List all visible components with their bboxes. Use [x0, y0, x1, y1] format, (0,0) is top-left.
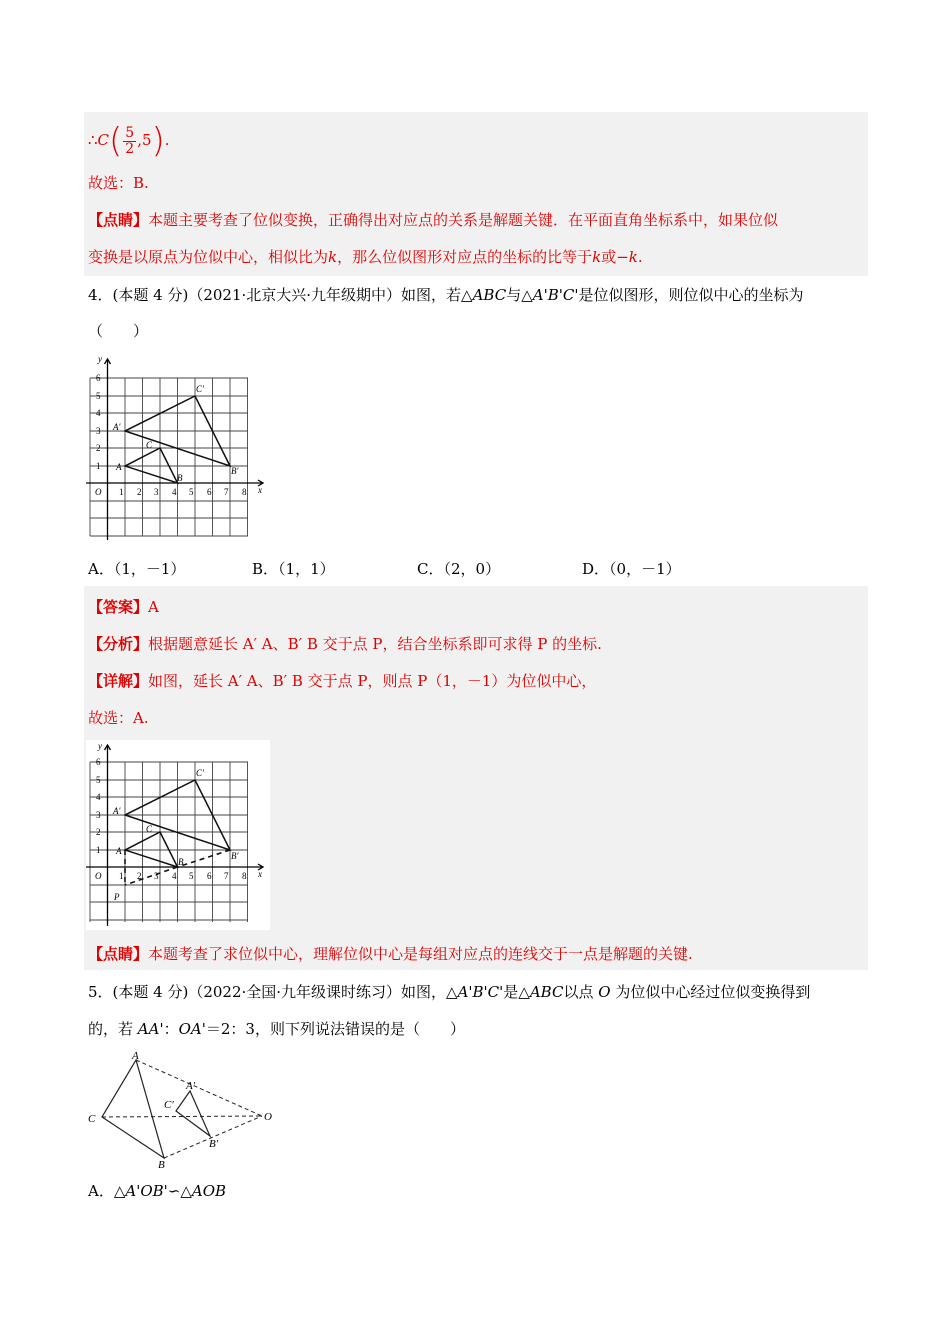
- q4-coordinate-grid-figure: [86, 352, 272, 542]
- x-tick: 3: [154, 871, 159, 881]
- y-tick: 1: [96, 845, 101, 855]
- q4-stem-line-2: （ ）: [88, 322, 149, 340]
- prev-choose-line: 故选：B.: [88, 174, 149, 192]
- x-tick: 4: [172, 871, 177, 881]
- q4-choose: 故选：A.: [88, 709, 149, 727]
- x-tick: 2: [137, 487, 142, 497]
- x-tick: 1: [119, 871, 124, 881]
- option-b[interactable]: B．（1，1）: [252, 560, 335, 578]
- y-tick: 6: [96, 373, 101, 383]
- fig-point-a: A: [132, 1050, 139, 1062]
- origin-label: O: [95, 871, 102, 881]
- x-tick: 4: [172, 487, 177, 497]
- x-axis-label: x: [258, 485, 262, 495]
- x-tick: 2: [137, 871, 142, 881]
- y-tick: 2: [96, 443, 101, 453]
- x-axis-label: x: [258, 869, 262, 879]
- option-d[interactable]: D．（0，－1）: [582, 560, 681, 578]
- x-tick: 6: [207, 871, 212, 881]
- point-c-prime: C′: [196, 768, 204, 778]
- fig-point-o: O: [264, 1111, 272, 1123]
- fig-point-c-prime: C′: [164, 1099, 174, 1111]
- point-p: P: [114, 892, 120, 902]
- q4-options: [88, 558, 828, 580]
- x-tick: 1: [119, 487, 124, 497]
- prev-comment-line-1: 【点睛】本题主要考查了位似变换，正确得出对应点的关系是解题关键．在平面直角坐标系中，如果位似: [88, 211, 779, 229]
- q5-stem-line-1: 5．(本题 4 分)（2022·全国·九年级课时练习）如图，△A'B'C'是△ABC以点 O 为位似中心经过位似变换得到: [88, 983, 811, 1001]
- x-tick: 8: [242, 871, 247, 881]
- q4-detail: 【详解】如图，延长 A′ A、B′ B 交于点 P，则点 P（1，－1）为位似中心，: [88, 672, 597, 690]
- y-tick: 6: [96, 757, 101, 767]
- prev-comment-line-2: 变换是以原点为位似中心，相似比为k，那么位似图形对应点的坐标的比等于k或−k.: [88, 248, 643, 266]
- point-b: B: [177, 473, 183, 483]
- point-a: A: [116, 462, 122, 472]
- x-tick: 8: [242, 487, 247, 497]
- y-value: ,5: [137, 131, 152, 149]
- point-label: C: [97, 131, 110, 149]
- point-a: A: [116, 846, 122, 856]
- x-tick: 5: [189, 871, 194, 881]
- prev-result-line: ∴C( $\frac{5}{2}$ ,5).: [88, 121, 170, 161]
- point-b-prime: B′: [231, 851, 239, 861]
- q4-comment: 【点睛】本题考查了求位似中心，理解位似中心是每组对应点的连线交于一点是解题的关键.: [88, 945, 693, 963]
- x-tick: 3: [154, 487, 159, 497]
- y-axis-label: y: [98, 741, 102, 751]
- x-tick: 7: [224, 487, 229, 497]
- fig-point-b: B: [158, 1159, 165, 1171]
- point-a-prime: A′: [113, 422, 121, 432]
- point-b-prime: B′: [231, 466, 239, 476]
- point-c: C: [146, 824, 153, 834]
- y-tick: 5: [96, 775, 101, 785]
- fig-point-c: C: [88, 1113, 96, 1125]
- y-axis-label: y: [98, 354, 102, 364]
- point-b: B: [178, 857, 184, 867]
- x-tick: 7: [224, 871, 229, 881]
- y-tick: 5: [96, 391, 101, 401]
- x-tick: 6: [207, 487, 212, 497]
- q5-option-a[interactable]: A．△A'OB'∽△AOB: [88, 1182, 227, 1200]
- fig-point-b-prime: B′: [209, 1138, 219, 1150]
- q4-answer: 【答案】A: [88, 598, 159, 616]
- x-tick: 5: [189, 487, 194, 497]
- fraction: $\frac{5}{2}$: [125, 124, 135, 157]
- q4-stem-line-1: 4．(本题 4 分)（2021·北京大兴·九年级期中）如图，若△ABC与△A'B'C'是位似图形，则位似中心的坐标为: [88, 286, 804, 304]
- y-tick: 3: [96, 426, 101, 436]
- q5-stem-line-2: 的，若 AA'：OA'＝2：3，则下列说法错误的是（ ）: [88, 1020, 465, 1038]
- y-tick: 4: [96, 408, 101, 418]
- y-tick: 3: [96, 810, 101, 820]
- option-a[interactable]: A．（1，－1）: [88, 560, 186, 578]
- q5-homothety-figure: [84, 1050, 284, 1172]
- fig-point-a-prime: A′: [186, 1080, 196, 1092]
- q4-solution-grid-figure: [86, 740, 270, 930]
- q4-analysis: 【分析】根据题意延长 A′ A、B′ B 交于点 P，结合坐标系即可求得 P 的坐标.: [88, 635, 602, 653]
- point-c: C: [146, 440, 153, 450]
- y-tick: 2: [96, 827, 101, 837]
- y-tick: 4: [96, 792, 101, 802]
- origin-label: O: [95, 487, 102, 497]
- point-c-prime: C′: [196, 384, 204, 394]
- option-c[interactable]: C．（2，0）: [417, 560, 501, 578]
- therefore-symbol: ∴: [88, 131, 98, 149]
- y-tick: 1: [96, 461, 101, 471]
- point-a-prime: A′: [113, 806, 121, 816]
